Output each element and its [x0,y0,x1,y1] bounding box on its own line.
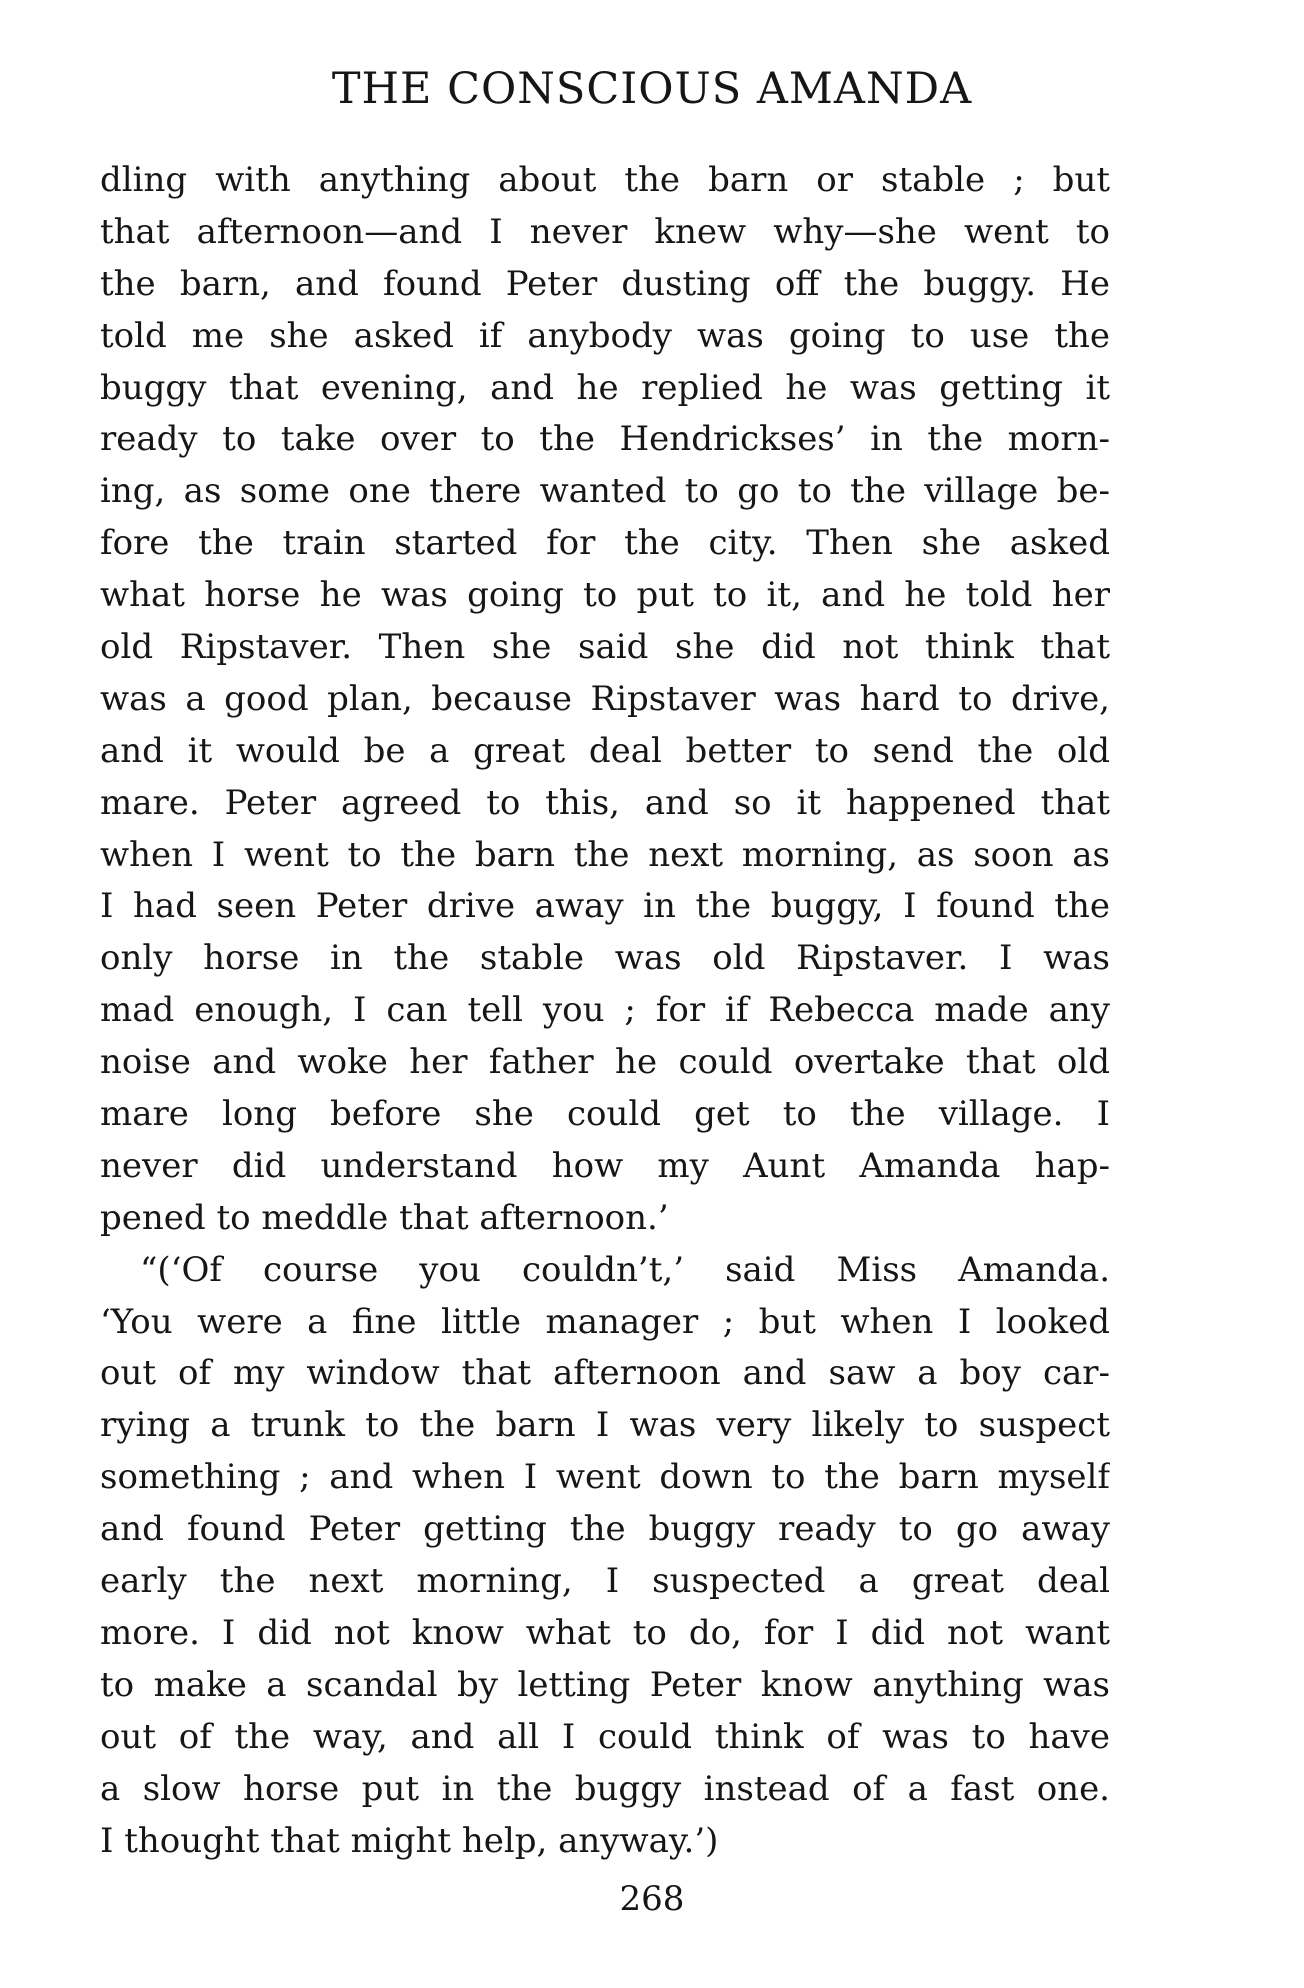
text-line: never did understand how my Aunt Amanda hap- [100,1145,1110,1186]
text-line: buggy that evening, and he replied he was getting it [100,367,1110,408]
text-line: only horse in the stable was old Ripstaver. I was [100,938,1110,979]
text-line: the barn, and found Peter dusting off the buggy. He [100,263,1110,304]
text-line: ‘You were a fine little manager ; but when I looked [100,1301,1110,1342]
text-line: dling with anything about the barn or stable ; but [100,160,1110,200]
text-line: ready to take over to the Hendrickses’ in the morn- [100,419,1110,460]
text-line: and found Peter getting the buggy ready to go away [100,1509,1110,1550]
text-line-paragraph-end: I thought that might help, anyway.’) [100,1820,719,1861]
text-line: rying a trunk to the barn I was very likely to suspect [100,1405,1110,1446]
text-line: and it would be a great deal better to send the old [100,730,1110,771]
text-line: ing, as some one there wanted to go to the village be- [100,471,1110,512]
text-line: mad enough, I can tell you ; for if Rebecca made any [100,990,1110,1031]
text-line: was a good plan, because Ripstaver was hard to drive, [100,678,1110,719]
text-line-paragraph-start: “(‘Of course you couldn’t,’ said Miss Amanda. [140,1249,1110,1290]
text-line-paragraph-end: pened to meddle that afternoon.’ [100,1197,669,1238]
text-line: fore the train started for the city. Then she asked [100,523,1110,564]
text-line: out of my window that afternoon and saw a boy car- [100,1353,1110,1394]
text-line: something ; and when I went down to the barn myself [100,1457,1110,1498]
text-line: told me she asked if anybody was going to use the [100,315,1110,356]
text-line: old Ripstaver. Then she said she did not think that [100,627,1110,668]
text-line: mare. Peter agreed to this, and so it happened that [100,782,1110,823]
text-line: early the next morning, I suspected a great deal [100,1561,1110,1602]
text-line: what horse he was going to put to it, and he told her [100,575,1110,616]
text-line: mare long before she could get to the village. I [100,1094,1110,1135]
text-line: when I went to the barn the next morning, as soon as [100,834,1110,875]
text-line: out of the way, and all I could think of was to have [100,1716,1110,1757]
page-number: 268 [619,1879,685,1919]
text-line: that afternoon—and I never knew why—she went to [100,211,1110,252]
body-text [100,155,1110,1867]
running-head: THE CONSCIOUS AMANDA [331,64,973,114]
text-line: to make a scandal by letting Peter know anything was [100,1664,1110,1705]
text-line: I had seen Peter drive away in the buggy, I found the [100,886,1110,927]
text-line: noise and woke her father he could overtake that old [100,1042,1110,1083]
text-line: more. I did not know what to do, for I did not want [100,1612,1110,1653]
text-line: a slow horse put in the buggy instead of a fast one. [100,1768,1110,1809]
